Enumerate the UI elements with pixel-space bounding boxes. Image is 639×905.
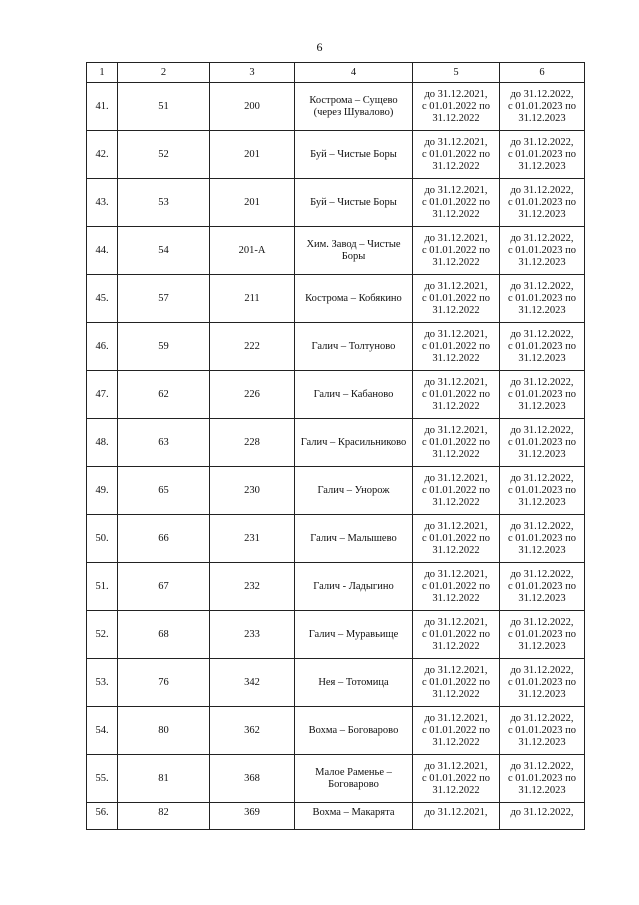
route-name-cell: Галич - Ладыгино bbox=[295, 563, 413, 611]
registry-number-cell: 67 bbox=[118, 563, 210, 611]
period-cell-col6: до 31.12.2022, с 01.01.2023 по 31.12.2023 bbox=[500, 611, 585, 659]
row-number-cell: 56. bbox=[87, 803, 118, 830]
period-cell-col5: до 31.12.2021, с 01.01.2022 по 31.12.2022 bbox=[413, 275, 500, 323]
table-row bbox=[87, 275, 585, 323]
row-number-cell: 51. bbox=[87, 563, 118, 611]
route-number-cell: 232 bbox=[210, 563, 295, 611]
table-row bbox=[87, 323, 585, 371]
column-header: 4 bbox=[295, 63, 413, 83]
registry-number-cell: 59 bbox=[118, 323, 210, 371]
period-cell-col6: до 31.12.2022, с 01.01.2023 по 31.12.2023 bbox=[500, 131, 585, 179]
column-header: 2 bbox=[118, 63, 210, 83]
route-number-cell: 201 bbox=[210, 179, 295, 227]
route-number-cell: 362 bbox=[210, 707, 295, 755]
period-cell-col6: до 31.12.2022, с 01.01.2023 по 31.12.2023 bbox=[500, 83, 585, 131]
row-number-cell: 45. bbox=[87, 275, 118, 323]
route-number-cell: 233 bbox=[210, 611, 295, 659]
period-cell-col5: до 31.12.2021, с 01.01.2022 по 31.12.2022 bbox=[413, 515, 500, 563]
period-cell-col6: до 31.12.2022, с 01.01.2023 по 31.12.2023 bbox=[500, 467, 585, 515]
table-row bbox=[87, 179, 585, 227]
column-header: 1 bbox=[87, 63, 118, 83]
registry-number-cell: 53 bbox=[118, 179, 210, 227]
period-cell-col6: до 31.12.2022, с 01.01.2023 по 31.12.2023 bbox=[500, 659, 585, 707]
column-header: 3 bbox=[210, 63, 295, 83]
registry-number-cell: 68 bbox=[118, 611, 210, 659]
table-row bbox=[87, 707, 585, 755]
registry-number-cell: 57 bbox=[118, 275, 210, 323]
route-number-cell: 201 bbox=[210, 131, 295, 179]
period-cell-col5: до 31.12.2021, с 01.01.2022 по 31.12.2022 bbox=[413, 563, 500, 611]
registry-number-cell: 82 bbox=[118, 803, 210, 830]
registry-number-cell: 81 bbox=[118, 755, 210, 803]
route-name-cell: Буй – Чистые Боры bbox=[295, 131, 413, 179]
period-cell-col6: до 31.12.2022, с 01.01.2023 по 31.12.2023 bbox=[500, 323, 585, 371]
route-name-cell: Буй – Чистые Боры bbox=[295, 179, 413, 227]
registry-number-cell: 51 bbox=[118, 83, 210, 131]
route-number-cell: 231 bbox=[210, 515, 295, 563]
row-number-cell: 47. bbox=[87, 371, 118, 419]
route-number-cell: 201-А bbox=[210, 227, 295, 275]
period-cell-col5: до 31.12.2021, bbox=[413, 803, 500, 830]
row-number-cell: 52. bbox=[87, 611, 118, 659]
registry-number-cell: 62 bbox=[118, 371, 210, 419]
period-cell-col5: до 31.12.2021, с 01.01.2022 по 31.12.2022 bbox=[413, 371, 500, 419]
table-row bbox=[87, 467, 585, 515]
route-name-cell: Вохма – Боговарово bbox=[295, 707, 413, 755]
period-cell-col6: до 31.12.2022, с 01.01.2023 по 31.12.2023 bbox=[500, 707, 585, 755]
table-row bbox=[87, 131, 585, 179]
row-number-cell: 55. bbox=[87, 755, 118, 803]
route-name-cell: Галич – Красильниково bbox=[295, 419, 413, 467]
registry-number-cell: 52 bbox=[118, 131, 210, 179]
table-row bbox=[87, 371, 585, 419]
period-cell-col5: до 31.12.2021, с 01.01.2022 по 31.12.2022 bbox=[413, 323, 500, 371]
row-number-cell: 42. bbox=[87, 131, 118, 179]
period-cell-col6: до 31.12.2022, с 01.01.2023 по 31.12.2023 bbox=[500, 755, 585, 803]
period-cell-col5: до 31.12.2021, с 01.01.2022 по 31.12.2022 bbox=[413, 179, 500, 227]
route-name-cell: Галич – Толтуново bbox=[295, 323, 413, 371]
registry-number-cell: 76 bbox=[118, 659, 210, 707]
table-row bbox=[87, 803, 585, 830]
routes-table bbox=[86, 62, 585, 830]
route-name-cell: Галич – Унорож bbox=[295, 467, 413, 515]
registry-number-cell: 66 bbox=[118, 515, 210, 563]
period-cell-col5: до 31.12.2021, с 01.01.2022 по 31.12.2022 bbox=[413, 419, 500, 467]
row-number-cell: 54. bbox=[87, 707, 118, 755]
route-number-cell: 230 bbox=[210, 467, 295, 515]
page-number: 6 bbox=[316, 40, 323, 54]
period-cell-col6: до 31.12.2022, с 01.01.2023 по 31.12.2023 bbox=[500, 563, 585, 611]
table-row bbox=[87, 83, 585, 131]
route-number-cell: 228 bbox=[210, 419, 295, 467]
registry-number-cell: 54 bbox=[118, 227, 210, 275]
registry-number-cell: 63 bbox=[118, 419, 210, 467]
registry-number-cell: 80 bbox=[118, 707, 210, 755]
period-cell-col5: до 31.12.2021, с 01.01.2022 по 31.12.2022 bbox=[413, 659, 500, 707]
row-number-cell: 41. bbox=[87, 83, 118, 131]
route-name-cell: Кострома – Сущево (через Шувалово) bbox=[295, 83, 413, 131]
period-cell-col6: до 31.12.2022, bbox=[500, 803, 585, 830]
period-cell-col6: до 31.12.2022, с 01.01.2023 по 31.12.2023 bbox=[500, 179, 585, 227]
period-cell-col5: до 31.12.2021, с 01.01.2022 по 31.12.2022 bbox=[413, 131, 500, 179]
table-row bbox=[87, 419, 585, 467]
table-row bbox=[87, 227, 585, 275]
period-cell-col6: до 31.12.2022, с 01.01.2023 по 31.12.2023 bbox=[500, 227, 585, 275]
period-cell-col5: до 31.12.2021, с 01.01.2022 по 31.12.2022 bbox=[413, 707, 500, 755]
table-row bbox=[87, 659, 585, 707]
table-header-row bbox=[87, 63, 585, 83]
route-name-cell: Галич – Муравьище bbox=[295, 611, 413, 659]
period-cell-col5: до 31.12.2021, с 01.01.2022 по 31.12.2022 bbox=[413, 83, 500, 131]
period-cell-col6: до 31.12.2022, с 01.01.2023 по 31.12.2023 bbox=[500, 371, 585, 419]
table-row bbox=[87, 755, 585, 803]
route-name-cell: Кострома – Кобякино bbox=[295, 275, 413, 323]
period-cell-col5: до 31.12.2021, с 01.01.2022 по 31.12.2022 bbox=[413, 755, 500, 803]
route-number-cell: 369 bbox=[210, 803, 295, 830]
route-number-cell: 222 bbox=[210, 323, 295, 371]
route-number-cell: 368 bbox=[210, 755, 295, 803]
row-number-cell: 49. bbox=[87, 467, 118, 515]
period-cell-col6: до 31.12.2022, с 01.01.2023 по 31.12.2023 bbox=[500, 515, 585, 563]
route-number-cell: 200 bbox=[210, 83, 295, 131]
period-cell-col5: до 31.12.2021, с 01.01.2022 по 31.12.2022 bbox=[413, 611, 500, 659]
route-name-cell: Вохма – Макарята bbox=[295, 803, 413, 830]
table-row bbox=[87, 563, 585, 611]
route-name-cell: Хим. Завод – Чистые Боры bbox=[295, 227, 413, 275]
registry-number-cell: 65 bbox=[118, 467, 210, 515]
table-row bbox=[87, 515, 585, 563]
row-number-cell: 53. bbox=[87, 659, 118, 707]
route-number-cell: 226 bbox=[210, 371, 295, 419]
route-number-cell: 342 bbox=[210, 659, 295, 707]
row-number-cell: 50. bbox=[87, 515, 118, 563]
period-cell-col5: до 31.12.2021, с 01.01.2022 по 31.12.2022 bbox=[413, 467, 500, 515]
period-cell-col6: до 31.12.2022, с 01.01.2023 по 31.12.2023 bbox=[500, 419, 585, 467]
route-name-cell: Галич – Кабаново bbox=[295, 371, 413, 419]
route-name-cell: Галич – Малышево bbox=[295, 515, 413, 563]
row-number-cell: 43. bbox=[87, 179, 118, 227]
table-row bbox=[87, 611, 585, 659]
route-name-cell: Малое Раменье – Боговарово bbox=[295, 755, 413, 803]
row-number-cell: 46. bbox=[87, 323, 118, 371]
route-number-cell: 211 bbox=[210, 275, 295, 323]
row-number-cell: 44. bbox=[87, 227, 118, 275]
row-number-cell: 48. bbox=[87, 419, 118, 467]
period-cell-col6: до 31.12.2022, с 01.01.2023 по 31.12.2023 bbox=[500, 275, 585, 323]
route-name-cell: Нея – Тотомица bbox=[295, 659, 413, 707]
column-header: 5 bbox=[413, 63, 500, 83]
column-header: 6 bbox=[500, 63, 585, 83]
period-cell-col5: до 31.12.2021, с 01.01.2022 по 31.12.2022 bbox=[413, 227, 500, 275]
